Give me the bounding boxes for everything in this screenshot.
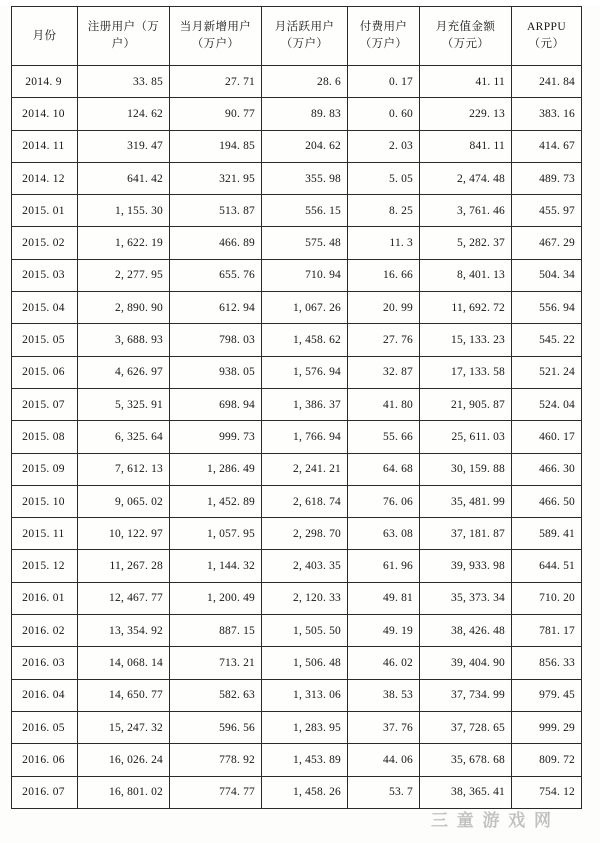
cell-value: 1, 452. 89 (170, 485, 262, 517)
table-row (12, 711, 582, 743)
cell-value: 1, 622. 19 (78, 227, 170, 259)
cell-value: 3, 761. 46 (420, 195, 512, 227)
cell-value: 355. 98 (262, 162, 348, 194)
cell-value: 1, 155. 30 (78, 195, 170, 227)
cell-month: 2015. 10 (12, 485, 78, 517)
cell-value: 49. 81 (348, 582, 420, 614)
cell-value: 33. 85 (78, 66, 170, 98)
cell-value: 489. 73 (512, 162, 582, 194)
cell-value: 641. 42 (78, 162, 170, 194)
column-header-arppu: ARPPU （元） (512, 7, 582, 66)
cell-month: 2016. 04 (12, 679, 78, 711)
cell-value: 61. 96 (348, 550, 420, 582)
cell-value: 15, 133. 23 (420, 324, 512, 356)
cell-value: 38, 426. 48 (420, 615, 512, 647)
cell-month: 2015. 11 (12, 518, 78, 550)
cell-value: 204. 62 (262, 130, 348, 162)
cell-value: 15, 247. 32 (78, 711, 170, 743)
cell-value: 2, 241. 21 (262, 453, 348, 485)
cell-value: 1, 576. 94 (262, 356, 348, 388)
table-header (12, 7, 582, 66)
table-row (12, 130, 582, 162)
cell-value: 7, 612. 13 (78, 453, 170, 485)
table-row (12, 647, 582, 679)
cell-value: 710. 94 (262, 259, 348, 291)
table-row (12, 66, 582, 98)
cell-value: 10, 122. 97 (78, 518, 170, 550)
cell-value: 856. 33 (512, 647, 582, 679)
cell-value: 504. 34 (512, 259, 582, 291)
cell-value: 460. 17 (512, 421, 582, 453)
cell-value: 16. 66 (348, 259, 420, 291)
column-header-month: 月份 (12, 7, 78, 66)
column-header-active-users: 月活跃用户 （万户） (262, 7, 348, 66)
table-row (12, 98, 582, 130)
cell-value: 38. 53 (348, 679, 420, 711)
cell-value: 30, 159. 88 (420, 453, 512, 485)
table-row (12, 162, 582, 194)
cell-month: 2014. 11 (12, 130, 78, 162)
cell-value: 35, 481. 99 (420, 485, 512, 517)
cell-value: 11. 3 (348, 227, 420, 259)
cell-value: 20. 99 (348, 292, 420, 324)
cell-value: 798. 03 (170, 324, 262, 356)
cell-month: 2015. 01 (12, 195, 78, 227)
cell-value: 887. 15 (170, 615, 262, 647)
cell-value: 63. 08 (348, 518, 420, 550)
cell-month: 2016. 06 (12, 744, 78, 776)
cell-value: 38, 365. 41 (420, 776, 512, 808)
cell-value: 37, 181. 87 (420, 518, 512, 550)
cell-month: 2016. 05 (12, 711, 78, 743)
cell-value: 1, 057. 95 (170, 518, 262, 550)
cell-value: 5. 05 (348, 162, 420, 194)
cell-value: 37, 728. 65 (420, 711, 512, 743)
cell-value: 596. 56 (170, 711, 262, 743)
cell-value: 698. 94 (170, 388, 262, 420)
table-row (12, 324, 582, 356)
cell-value: 466. 30 (512, 453, 582, 485)
cell-value: 2, 618. 74 (262, 485, 348, 517)
cell-month: 2015. 04 (12, 292, 78, 324)
cell-value: 49. 19 (348, 615, 420, 647)
cell-value: 466. 89 (170, 227, 262, 259)
cell-value: 39, 404. 90 (420, 647, 512, 679)
cell-value: 17, 133. 58 (420, 356, 512, 388)
cell-value: 32. 87 (348, 356, 420, 388)
cell-month: 2015. 08 (12, 421, 78, 453)
cell-value: 655. 76 (170, 259, 262, 291)
cell-value: 754. 12 (512, 776, 582, 808)
column-header-new-users: 当月新增用户 （万户） (170, 7, 262, 66)
cell-value: 2. 03 (348, 130, 420, 162)
cell-value: 241. 84 (512, 66, 582, 98)
cell-value: 556. 15 (262, 195, 348, 227)
table-row (12, 518, 582, 550)
column-header-recharge-amount: 月充值金额 （万元） (420, 7, 512, 66)
cell-value: 1, 283. 95 (262, 711, 348, 743)
cell-month: 2015. 06 (12, 356, 78, 388)
cell-value: 1, 200. 49 (170, 582, 262, 614)
cell-value: 1, 453. 89 (262, 744, 348, 776)
cell-value: 414. 67 (512, 130, 582, 162)
table-header-row (12, 7, 582, 66)
watermark: 三 童 游 戏 网 (431, 811, 553, 830)
cell-value: 809. 72 (512, 744, 582, 776)
cell-month: 2016. 03 (12, 647, 78, 679)
table-row (12, 744, 582, 776)
cell-value: 37, 734. 99 (420, 679, 512, 711)
cell-value: 5, 282. 37 (420, 227, 512, 259)
cell-value: 124. 62 (78, 98, 170, 130)
cell-value: 383. 16 (512, 98, 582, 130)
cell-month: 2016. 01 (12, 582, 78, 614)
cell-value: 35, 373. 34 (420, 582, 512, 614)
cell-value: 13, 354. 92 (78, 615, 170, 647)
cell-value: 455. 97 (512, 195, 582, 227)
cell-value: 1, 458. 62 (262, 324, 348, 356)
cell-month: 2015. 05 (12, 324, 78, 356)
cell-value: 710. 20 (512, 582, 582, 614)
cell-value: 27. 76 (348, 324, 420, 356)
table-body (12, 66, 582, 809)
cell-value: 6, 325. 64 (78, 421, 170, 453)
table-row (12, 421, 582, 453)
table-row (12, 776, 582, 808)
cell-value: 35, 678. 68 (420, 744, 512, 776)
cell-value: 44. 06 (348, 744, 420, 776)
cell-month: 2015. 12 (12, 550, 78, 582)
cell-value: 644. 51 (512, 550, 582, 582)
cell-value: 90. 77 (170, 98, 262, 130)
cell-value: 524. 04 (512, 388, 582, 420)
cell-value: 2, 277. 95 (78, 259, 170, 291)
cell-month: 2016. 07 (12, 776, 78, 808)
cell-value: 467. 29 (512, 227, 582, 259)
cell-month: 2014. 12 (12, 162, 78, 194)
cell-value: 11, 692. 72 (420, 292, 512, 324)
cell-value: 2, 403. 35 (262, 550, 348, 582)
cell-month: 2015. 03 (12, 259, 78, 291)
cell-value: 41. 11 (420, 66, 512, 98)
cell-value: 999. 29 (512, 711, 582, 743)
cell-value: 64. 68 (348, 453, 420, 485)
cell-value: 2, 890. 90 (78, 292, 170, 324)
cell-value: 8, 401. 13 (420, 259, 512, 291)
cell-month: 2015. 09 (12, 453, 78, 485)
cell-value: 5, 325. 91 (78, 388, 170, 420)
cell-value: 41. 80 (348, 388, 420, 420)
cell-value: 589. 41 (512, 518, 582, 550)
cell-value: 89. 83 (262, 98, 348, 130)
cell-value: 466. 50 (512, 485, 582, 517)
table-row (12, 550, 582, 582)
cell-value: 513. 87 (170, 195, 262, 227)
cell-value: 0. 17 (348, 66, 420, 98)
cell-value: 8. 25 (348, 195, 420, 227)
cell-value: 4, 626. 97 (78, 356, 170, 388)
cell-month: 2015. 02 (12, 227, 78, 259)
cell-value: 713. 21 (170, 647, 262, 679)
cell-value: 1, 505. 50 (262, 615, 348, 647)
column-header-registered-users: 注册用户（万 户） (78, 7, 170, 66)
cell-value: 25, 611. 03 (420, 421, 512, 453)
document-page (0, 6, 600, 843)
cell-value: 14, 650. 77 (78, 679, 170, 711)
cell-value: 1, 067. 26 (262, 292, 348, 324)
user-metrics-table (11, 6, 582, 809)
cell-value: 37. 76 (348, 711, 420, 743)
cell-value: 781. 17 (512, 615, 582, 647)
cell-value: 1, 766. 94 (262, 421, 348, 453)
cell-value: 778. 92 (170, 744, 262, 776)
table-row (12, 195, 582, 227)
cell-value: 1, 458. 26 (262, 776, 348, 808)
cell-value: 16, 026. 24 (78, 744, 170, 776)
cell-value: 14, 068. 14 (78, 647, 170, 679)
cell-value: 556. 94 (512, 292, 582, 324)
cell-value: 3, 688. 93 (78, 324, 170, 356)
cell-value: 575. 48 (262, 227, 348, 259)
cell-value: 53. 7 (348, 776, 420, 808)
table-row (12, 615, 582, 647)
table-row (12, 388, 582, 420)
table-row (12, 453, 582, 485)
cell-value: 39, 933. 98 (420, 550, 512, 582)
cell-value: 979. 45 (512, 679, 582, 711)
cell-value: 46. 02 (348, 647, 420, 679)
cell-value: 21, 905. 87 (420, 388, 512, 420)
cell-value: 11, 267. 28 (78, 550, 170, 582)
cell-value: 194. 85 (170, 130, 262, 162)
table-row (12, 356, 582, 388)
cell-value: 1, 144. 32 (170, 550, 262, 582)
cell-month: 2015. 07 (12, 388, 78, 420)
cell-value: 1, 313. 06 (262, 679, 348, 711)
cell-value: 582. 63 (170, 679, 262, 711)
cell-month: 2014. 10 (12, 98, 78, 130)
cell-value: 12, 467. 77 (78, 582, 170, 614)
cell-value: 612. 94 (170, 292, 262, 324)
cell-value: 938. 05 (170, 356, 262, 388)
cell-value: 2, 120. 33 (262, 582, 348, 614)
cell-value: 229. 13 (420, 98, 512, 130)
cell-value: 28. 6 (262, 66, 348, 98)
cell-value: 27. 71 (170, 66, 262, 98)
table-row (12, 582, 582, 614)
cell-value: 9, 065. 02 (78, 485, 170, 517)
table-row (12, 485, 582, 517)
cell-value: 16, 801. 02 (78, 776, 170, 808)
cell-value: 841. 11 (420, 130, 512, 162)
cell-value: 1, 286. 49 (170, 453, 262, 485)
table-row (12, 227, 582, 259)
cell-value: 1, 386. 37 (262, 388, 348, 420)
cell-value: 2, 474. 48 (420, 162, 512, 194)
cell-value: 2, 298. 70 (262, 518, 348, 550)
cell-value: 545. 22 (512, 324, 582, 356)
cell-value: 0. 60 (348, 98, 420, 130)
cell-value: 319. 47 (78, 130, 170, 162)
cell-value: 1, 506. 48 (262, 647, 348, 679)
cell-value: 521. 24 (512, 356, 582, 388)
cell-value: 321. 95 (170, 162, 262, 194)
column-header-paying-users: 付费用户 （万户） (348, 7, 420, 66)
cell-value: 774. 77 (170, 776, 262, 808)
cell-value: 55. 66 (348, 421, 420, 453)
table-row (12, 679, 582, 711)
cell-month: 2014. 9 (12, 66, 78, 98)
table-row (12, 259, 582, 291)
cell-value: 76. 06 (348, 485, 420, 517)
cell-value: 999. 73 (170, 421, 262, 453)
cell-month: 2016. 02 (12, 615, 78, 647)
table-row (12, 292, 582, 324)
